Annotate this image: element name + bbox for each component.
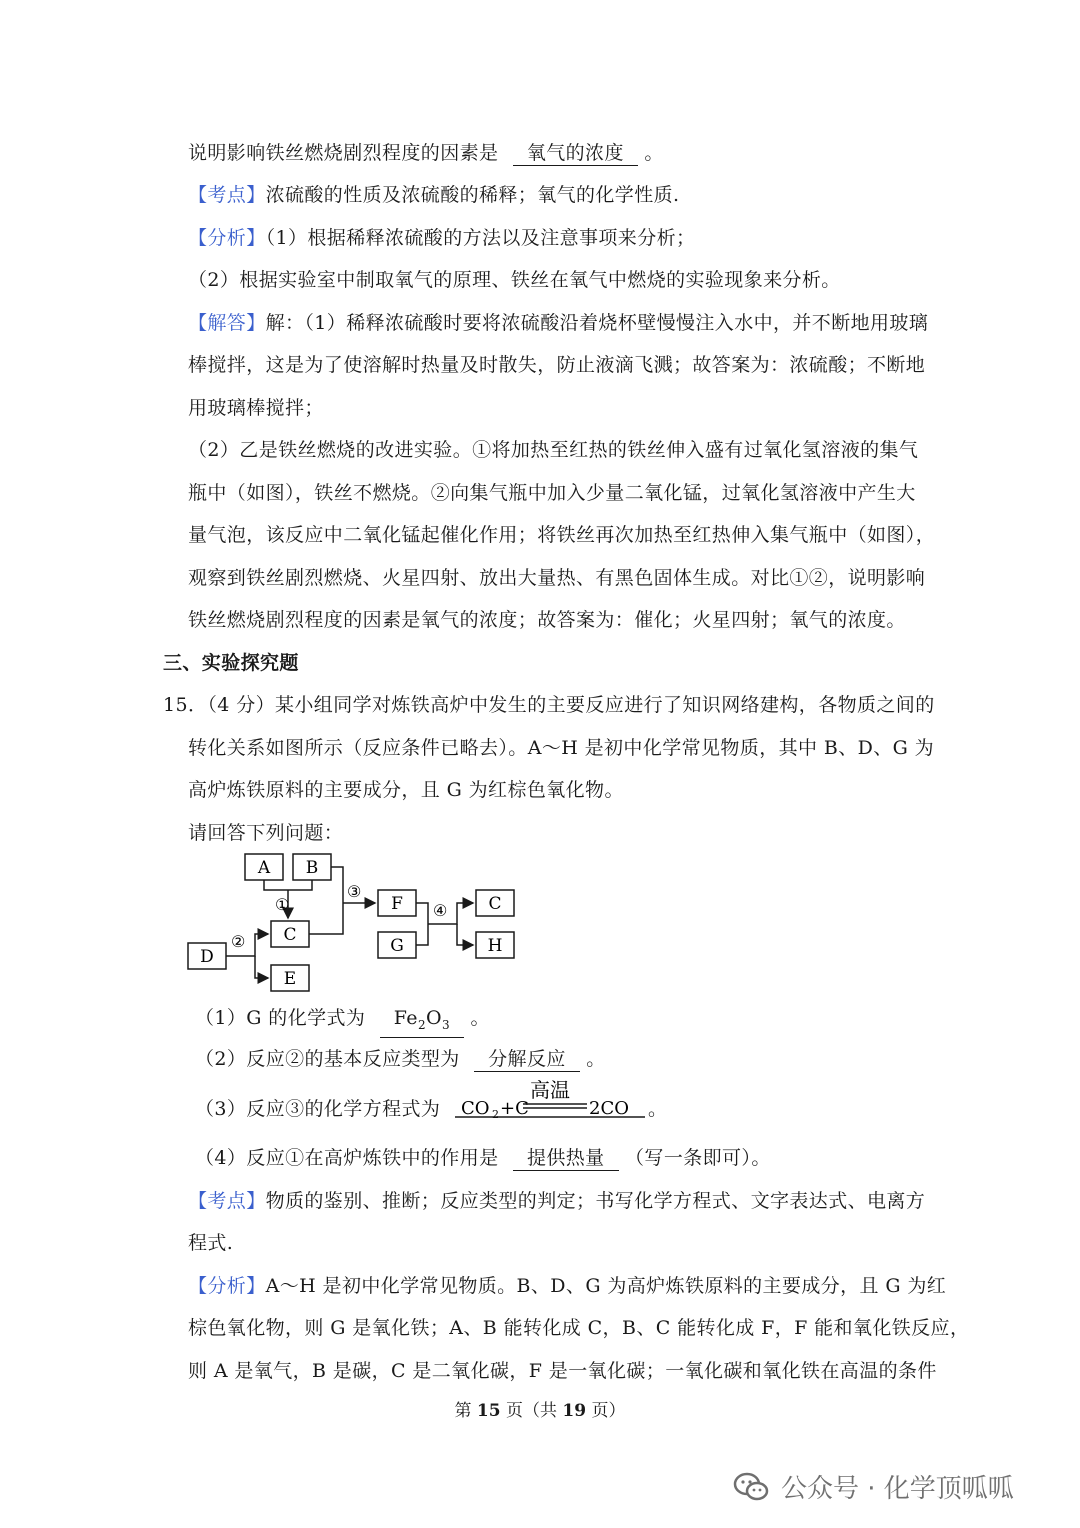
jieda-1 <box>188 310 928 336</box>
box-C <box>271 921 309 947</box>
text: （3）反应③的化学方程式为 <box>195 1098 441 1120</box>
eq-condition: 高温 <box>530 1080 570 1102</box>
box-C-right <box>476 890 514 916</box>
label-reaction-4: ④ <box>433 901 448 920</box>
question-15-line-1: 15．（4 分）某小组同学对炼铁高炉中发生的主要反应进行了知识网络建构，各物质之间的 <box>163 694 935 716</box>
text: 解：（1）稀释浓硫酸时要将浓硫酸沿着烧杯壁慢慢注入水中，并不断地用玻璃 <box>265 312 929 334</box>
page-number: 15 <box>476 1401 501 1421</box>
fenxi-2 <box>188 1273 946 1299</box>
fenxi-tag: 【分析】 <box>188 227 266 249</box>
section-heading: 三、实验探究题 <box>163 652 299 674</box>
box-E <box>271 965 309 991</box>
text: （1）根据稀释浓硫酸的方法以及注意事项来分析； <box>265 227 696 249</box>
kaodian-tag: 【考点】 <box>188 1190 266 1212</box>
subscript: 2 <box>417 1017 427 1032</box>
answer-line-1 <box>188 140 664 166</box>
eq-right: 2CO <box>589 1098 629 1119</box>
text: 。 <box>644 142 664 164</box>
formula-fe: Fe <box>393 1007 418 1029</box>
text: （1）G 的化学式为 <box>195 1007 366 1029</box>
fenxi-1-line-2: （2）根据实验室中制取氧气的原理、铁丝在氧气中燃烧的实验现象来分析。 <box>188 269 841 291</box>
fenxi-1 <box>188 225 695 251</box>
eq-left: CO <box>461 1098 490 1119</box>
eq-plus-c: +C <box>500 1098 529 1119</box>
arrow-reaction-2-e <box>255 956 268 978</box>
jieda-1-line-2: 棒搅拌，这是为了使溶解时热量及时散失，防止液滴飞溅；故答案为：浓硫酸；不断地 <box>188 354 926 376</box>
text: （4）反应①在高炉炼铁中的作用是 <box>195 1147 499 1169</box>
svg-text:B: B <box>305 858 319 878</box>
box-A <box>245 854 283 880</box>
text: （2）反应②的基本反应类型为 <box>195 1048 460 1070</box>
label-reaction-3: ③ <box>347 882 362 901</box>
footer-text: 第 <box>454 1401 477 1421</box>
text: 。 <box>586 1048 606 1070</box>
reaction-diagram <box>185 850 525 1000</box>
watermark-text: 公众号 · 化学顶呱呱 <box>781 1474 1014 1504</box>
eq-left-subscript: 2 <box>492 1108 499 1120</box>
jieda-1-line-7: 观察到铁丝剧烈燃烧、火星四射、放出大量热、有黑色固体生成。对比①②，说明影响 <box>188 567 926 589</box>
question-15-line-3: 高炉炼铁原料的主要成分，且 G 为红棕色氧化物。 <box>188 779 624 801</box>
watermark <box>733 1468 1014 1505</box>
chemical-equation <box>455 1080 655 1120</box>
jieda-1-line-5: 瓶中（如图），铁丝不燃烧。②向集气瓶中加入少量二氧化锰，过氧化氢溶液中产生大 <box>188 482 916 504</box>
text: 说明影响铁丝燃烧剧烈程度的因素是 <box>188 142 499 164</box>
answer-blank: 提供热量 <box>513 1146 619 1171</box>
jieda-1-line-6: 量气泡，该反应中二氧化锰起催化作用；将铁丝再次加热至红热伸入集气瓶中（如图）， <box>188 524 936 546</box>
footer-text: 页） <box>586 1401 626 1421</box>
box-D <box>188 943 226 969</box>
svg-text:A: A <box>257 858 271 878</box>
text: A～H 是初中化学常见物质。B、D、G 为高炉炼铁原料的主要成分，且 G 为红 <box>265 1275 947 1297</box>
page-total: 19 <box>562 1401 587 1421</box>
box-B <box>293 854 331 880</box>
fenxi-2-line-3: 则 A 是氧气，B 是碳，C 是二氧化碳，F 是一氧化碳；一氧化碳和氧化铁在高温的条件 <box>188 1360 937 1382</box>
answer-blank <box>380 1006 464 1038</box>
svg-text:D: D <box>200 947 214 967</box>
question-15-line-2: 转化关系如图所示（反应条件已略去）。A～H 是初中化学常见物质，其中 B、D、G 为 <box>188 737 935 759</box>
answer-3 <box>195 1096 440 1122</box>
box-G <box>378 932 416 958</box>
question-15-line-4: 请回答下列问题： <box>188 822 344 844</box>
wechat-icon <box>733 1472 769 1502</box>
fenxi-tag: 【分析】 <box>188 1275 266 1297</box>
label-reaction-1: ① <box>275 895 290 914</box>
svg-text:F: F <box>391 894 403 914</box>
jieda-1-line-8: 铁丝燃烧剧烈程度的因素是氧气的浓度；故答案为：催化；火星四射；氧气的浓度。 <box>188 609 906 631</box>
arrow-reaction-4-h <box>457 924 473 945</box>
svg-text:E: E <box>283 969 297 989</box>
fenxi-2-line-2: 棕色氧化物，则 G 是氧化铁；A、B 能转化成 C，B、C 能转化成 F，F 能和氧化铁反应， <box>188 1317 970 1339</box>
svg-text:G: G <box>390 936 404 956</box>
answer-1 <box>195 1005 490 1038</box>
kaodian-1 <box>188 182 679 208</box>
answer-2 <box>195 1046 606 1072</box>
subscript: 3 <box>442 1017 451 1032</box>
box-F <box>378 890 416 916</box>
box-H <box>476 932 514 958</box>
answer-4 <box>195 1145 771 1171</box>
page-footer <box>0 1396 1080 1421</box>
jieda-1-line-4: （2）乙是铁丝燃烧的改进实验。①将加热至红热的铁丝伸入盛有过氧化氢溶液的集气 <box>188 439 919 461</box>
answer-blank: 分解反应 <box>474 1047 580 1072</box>
svg-text:C: C <box>283 925 297 945</box>
jieda-1-line-3: 用玻璃棒搅拌； <box>188 397 324 419</box>
kaodian-2 <box>188 1188 925 1214</box>
answer-blank: 氧气的浓度 <box>513 141 638 166</box>
text: 浓硫酸的性质及浓硫酸的稀释；氧气的化学性质. <box>265 184 680 206</box>
answer-3-end: 。 <box>648 1098 668 1120</box>
kaodian-2-line-2: 程式. <box>188 1232 234 1254</box>
formula-o: O <box>426 1007 442 1029</box>
text: 。 <box>470 1007 490 1029</box>
label-reaction-2: ② <box>231 932 246 951</box>
text: 物质的鉴别、推断；反应类型的判定；书写化学方程式、文字表达式、电离方 <box>265 1190 926 1212</box>
jieda-tag: 【解答】 <box>188 312 266 334</box>
footer-text: 页（共 <box>500 1401 563 1421</box>
svg-text:C: C <box>488 894 502 914</box>
kaodian-tag: 【考点】 <box>188 184 266 206</box>
svg-text:H: H <box>487 936 503 956</box>
text: （写一条即可）。 <box>625 1147 771 1169</box>
